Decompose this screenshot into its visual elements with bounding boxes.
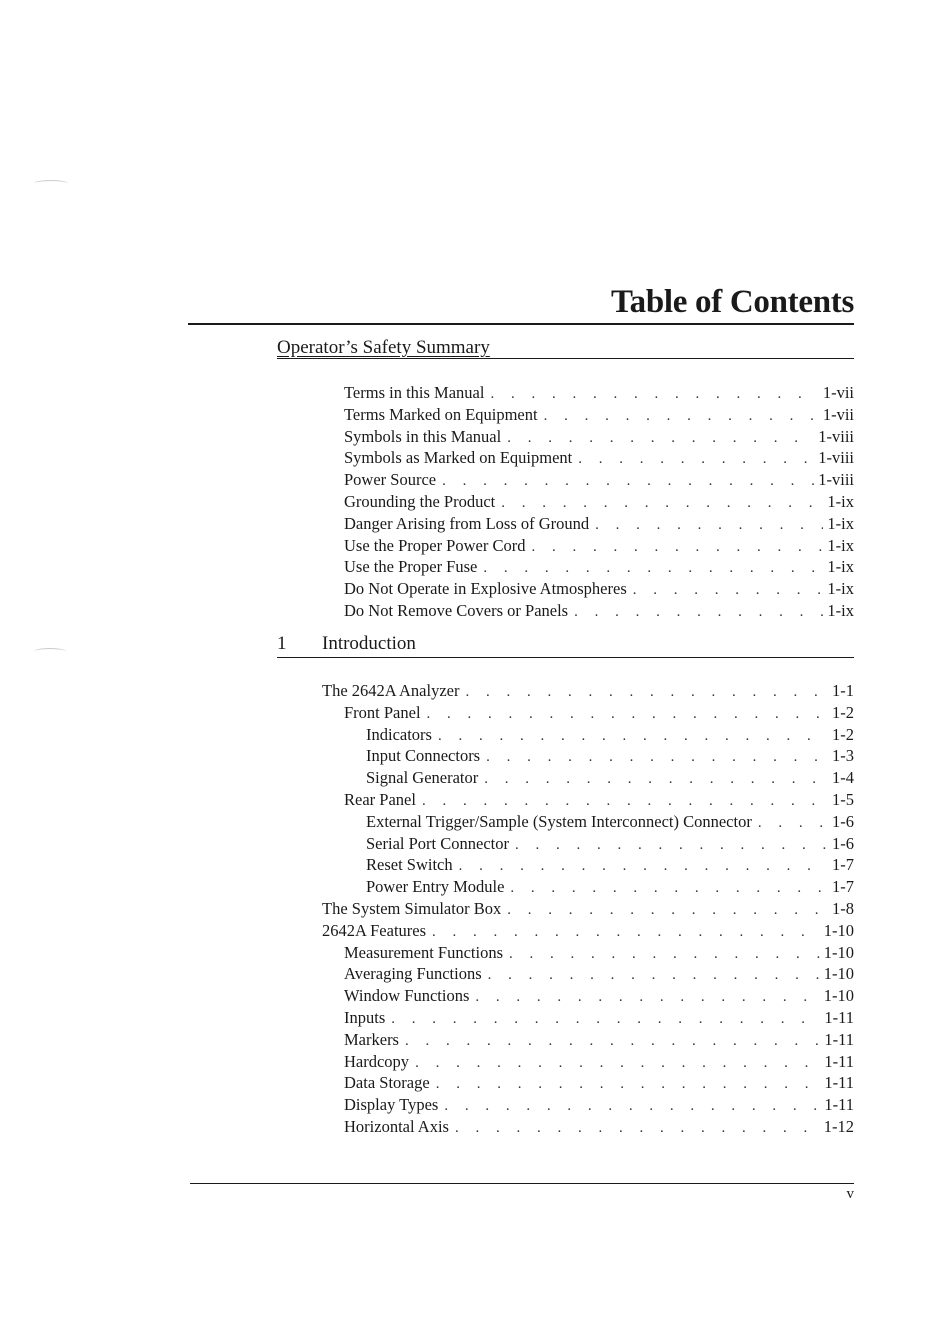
toc-entry-title: External Trigger/Sample (System Interconnect) Connector bbox=[366, 811, 752, 831]
toc-entry-title: Rear Panel bbox=[344, 789, 416, 809]
toc-entry[interactable] bbox=[0, 724, 950, 746]
toc-entry-page: 1-5 bbox=[832, 789, 854, 809]
scan-mark bbox=[34, 180, 68, 187]
toc-entry[interactable] bbox=[0, 767, 950, 789]
dot-leader bbox=[455, 1118, 820, 1140]
toc-entry[interactable] bbox=[0, 556, 950, 578]
dot-leader bbox=[444, 1096, 820, 1118]
toc-entry[interactable] bbox=[0, 985, 950, 1007]
toc-entry-title: Terms in this Manual bbox=[344, 383, 485, 402]
toc-entry-title: Input Connectors bbox=[366, 746, 481, 766]
toc-entry-title: 2642A Features bbox=[322, 920, 427, 940]
dot-leader bbox=[483, 558, 823, 580]
dot-leader bbox=[422, 791, 828, 813]
toc-entry-page: 1-10 bbox=[823, 942, 854, 962]
toc-entry[interactable] bbox=[0, 1029, 950, 1051]
toc-entry-title: Display Types bbox=[344, 1095, 439, 1115]
toc-entry[interactable] bbox=[0, 680, 950, 702]
dot-leader bbox=[531, 537, 823, 559]
dot-leader bbox=[595, 515, 823, 537]
toc-list-introduction bbox=[0, 680, 950, 1138]
toc-entry-title: Horizontal Axis bbox=[344, 1116, 449, 1136]
toc-entry-title: Serial Port Connector bbox=[366, 833, 509, 853]
toc-entry-title: Data Storage bbox=[344, 1073, 430, 1093]
dot-leader bbox=[633, 580, 824, 602]
toc-entry-page: 1-ix bbox=[827, 535, 854, 555]
dot-leader bbox=[427, 704, 828, 726]
toc-entry-title: Symbols in this Manual bbox=[344, 426, 502, 446]
toc-entry-page: 1-11 bbox=[824, 1095, 854, 1115]
toc-entry-title: Power Entry Module bbox=[366, 877, 505, 897]
dot-leader bbox=[574, 602, 823, 624]
toc-entry-page: 1-viii bbox=[818, 470, 854, 490]
toc-entry[interactable] bbox=[0, 920, 950, 942]
dot-leader bbox=[509, 944, 820, 966]
toc-entry-page: 1-ix bbox=[827, 513, 854, 533]
toc-entry-page: 1-ix bbox=[827, 491, 854, 511]
dot-leader bbox=[465, 682, 828, 704]
toc-entry-title: Symbols as Marked on Equipment bbox=[344, 448, 573, 468]
toc-entry-page: 1-ix bbox=[827, 579, 854, 599]
dot-leader bbox=[515, 835, 828, 857]
toc-list-safety-summary bbox=[0, 382, 950, 622]
toc-entry-page: 1-3 bbox=[832, 746, 854, 766]
toc-entry-page: 1-11 bbox=[824, 1073, 854, 1093]
dot-leader bbox=[415, 1053, 820, 1075]
toc-entry-page: 1-7 bbox=[832, 855, 854, 875]
toc-entry-page: 1-1 bbox=[832, 681, 854, 700]
scan-mark bbox=[34, 648, 66, 655]
toc-entry-title: Window Functions bbox=[344, 986, 470, 1006]
toc-entry[interactable] bbox=[0, 578, 950, 600]
section-rule bbox=[277, 657, 854, 658]
toc-entry[interactable] bbox=[0, 600, 950, 622]
toc-entry[interactable] bbox=[0, 426, 950, 448]
toc-entry[interactable] bbox=[0, 898, 950, 920]
footer-rule bbox=[190, 1183, 854, 1184]
toc-entry[interactable] bbox=[0, 491, 950, 513]
title-rule bbox=[188, 323, 854, 325]
toc-entry[interactable] bbox=[0, 942, 950, 964]
toc-entry[interactable] bbox=[0, 1007, 950, 1029]
toc-entry-page: 1-7 bbox=[832, 877, 854, 897]
toc-entry[interactable] bbox=[0, 745, 950, 767]
toc-entry-title: The System Simulator Box bbox=[322, 898, 502, 918]
toc-entry[interactable] bbox=[0, 702, 950, 724]
dot-leader bbox=[544, 406, 819, 428]
toc-entry-page: 1-6 bbox=[832, 811, 854, 831]
section-rule bbox=[277, 358, 854, 359]
toc-entry-title: Terms Marked on Equipment bbox=[344, 404, 538, 424]
toc-entry[interactable] bbox=[0, 789, 950, 811]
toc-entry-page: 1-viii bbox=[818, 448, 854, 468]
toc-entry[interactable] bbox=[0, 404, 950, 426]
dot-leader bbox=[488, 965, 820, 987]
toc-entry-page: 1-2 bbox=[832, 724, 854, 744]
toc-entry-page: 1-viii bbox=[818, 426, 854, 446]
toc-entry[interactable] bbox=[0, 854, 950, 876]
toc-entry-page: 1-12 bbox=[823, 1116, 854, 1136]
dot-leader bbox=[578, 449, 814, 471]
dot-leader bbox=[391, 1009, 820, 1031]
toc-entry-title: Do Not Remove Covers or Panels bbox=[344, 600, 569, 620]
dot-leader bbox=[507, 900, 828, 922]
dot-leader bbox=[436, 1074, 821, 1096]
toc-entry-title: Power Source bbox=[344, 470, 437, 490]
dot-leader bbox=[484, 769, 828, 791]
toc-entry-page: 1-11 bbox=[824, 1051, 854, 1071]
toc-entry-title: Hardcopy bbox=[344, 1051, 410, 1071]
section-title: Operator’s Safety Summary bbox=[277, 337, 490, 358]
dot-leader bbox=[490, 384, 818, 406]
toc-entry-page: 1-vii bbox=[822, 383, 854, 402]
section-number: 1 bbox=[277, 633, 287, 654]
toc-entry[interactable] bbox=[0, 1051, 950, 1073]
toc-entry-title: Do Not Operate in Explosive Atmospheres bbox=[344, 579, 627, 599]
dot-leader bbox=[438, 726, 828, 748]
toc-entry-page: 1-10 bbox=[823, 920, 854, 940]
dot-leader bbox=[405, 1031, 820, 1053]
toc-entry-title: Reset Switch bbox=[366, 855, 453, 875]
toc-entry-page: 1-4 bbox=[832, 768, 854, 788]
toc-entry-page: 1-ix bbox=[827, 600, 854, 620]
toc-entry-title: Markers bbox=[344, 1029, 399, 1049]
dot-leader bbox=[510, 878, 828, 900]
toc-entry-title: The 2642A Analyzer bbox=[322, 681, 460, 700]
dot-leader bbox=[442, 471, 814, 493]
toc-entry-title: Indicators bbox=[366, 724, 432, 744]
toc-entry[interactable] bbox=[0, 833, 950, 855]
dot-leader bbox=[486, 747, 828, 769]
toc-entry[interactable] bbox=[0, 469, 950, 491]
toc-entry[interactable] bbox=[0, 811, 950, 833]
toc-entry-title: Averaging Functions bbox=[344, 964, 482, 984]
toc-entry-title: Measurement Functions bbox=[344, 942, 504, 962]
dot-leader bbox=[758, 813, 828, 835]
toc-entry-title: Grounding the Product bbox=[344, 491, 496, 511]
toc-entry-page: 1-11 bbox=[824, 1029, 854, 1049]
page-title: Table of Contents bbox=[610, 284, 854, 320]
toc-entry-page: 1-2 bbox=[832, 702, 854, 722]
toc-entry-title: Inputs bbox=[344, 1007, 386, 1027]
toc-entry-page: 1-10 bbox=[823, 986, 854, 1006]
toc-entry-title: Use the Proper Fuse bbox=[344, 557, 478, 577]
toc-entry-title: Use the Proper Power Cord bbox=[344, 535, 526, 555]
dot-leader bbox=[432, 922, 820, 944]
toc-entry-title: Front Panel bbox=[344, 702, 421, 722]
toc-entry[interactable] bbox=[0, 1072, 950, 1094]
dot-leader bbox=[501, 493, 823, 515]
toc-entry[interactable] bbox=[0, 963, 950, 985]
toc-entry[interactable] bbox=[0, 1116, 950, 1138]
toc-entry-title: Signal Generator bbox=[366, 768, 479, 788]
section-heading-introduction bbox=[277, 633, 854, 657]
dot-leader bbox=[507, 428, 814, 450]
toc-entry-page: 1-6 bbox=[832, 833, 854, 853]
section-title: Introduction bbox=[322, 633, 416, 654]
dot-leader bbox=[459, 856, 828, 878]
toc-entry[interactable] bbox=[0, 876, 950, 898]
page-number: v bbox=[846, 1186, 854, 1202]
dot-leader bbox=[475, 987, 819, 1009]
toc-entry[interactable] bbox=[0, 513, 950, 535]
toc-entry-page: 1-11 bbox=[824, 1007, 854, 1027]
toc-entry[interactable] bbox=[0, 382, 950, 404]
toc-entry[interactable] bbox=[0, 535, 950, 557]
toc-entry-page: 1-8 bbox=[832, 898, 854, 918]
toc-entry[interactable] bbox=[0, 1094, 950, 1116]
toc-entry-page: 1-10 bbox=[823, 964, 854, 984]
toc-entry-page: 1-vii bbox=[822, 404, 854, 424]
toc-entry-page: 1-ix bbox=[827, 557, 854, 577]
toc-entry[interactable] bbox=[0, 447, 950, 469]
toc-entry-title: Danger Arising from Loss of Ground bbox=[344, 513, 590, 533]
